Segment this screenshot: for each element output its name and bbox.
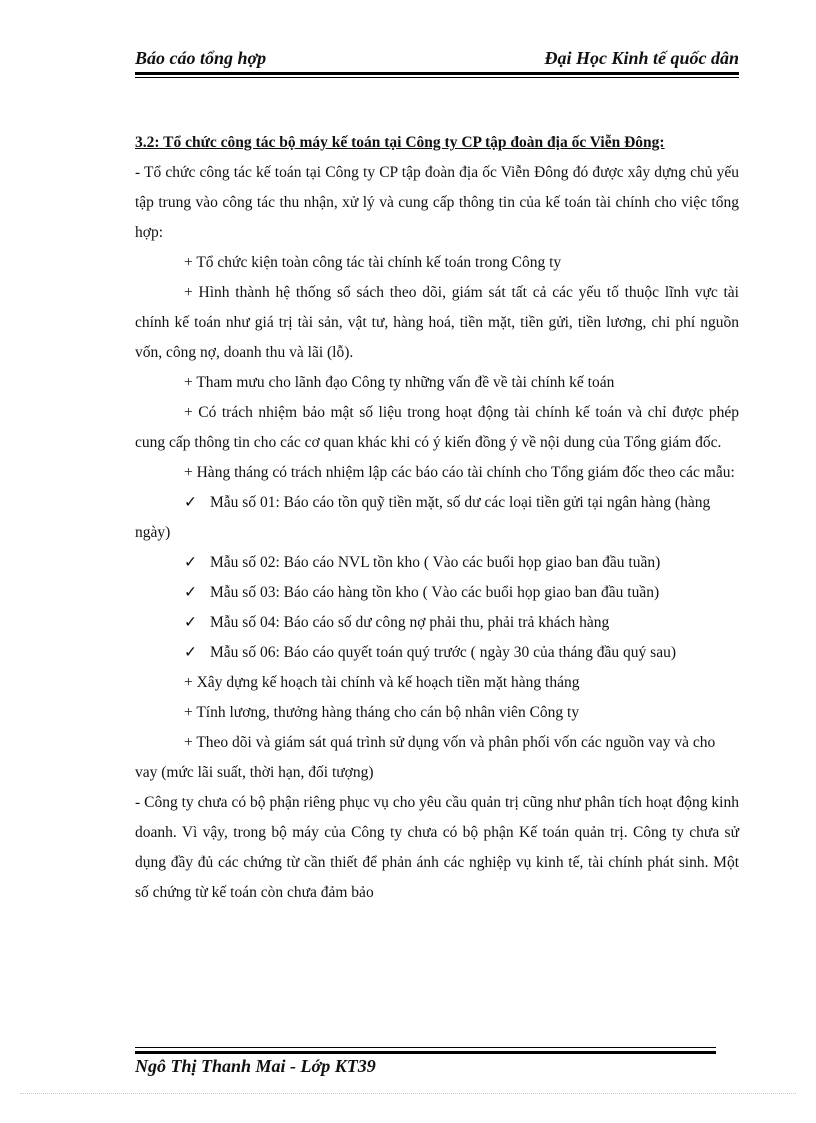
checklist-item (135, 488, 739, 548)
checklist-item (135, 608, 739, 638)
checklist-text: Mẫu số 02: Báo cáo NVL tồn kho ( Vào các buổi họp giao ban đầu tuần) (210, 554, 661, 571)
document-body (135, 128, 739, 908)
checklist-text: Mẫu số 01: Báo cáo tồn quỹ tiền mặt, số dư các loại tiền gửi tại ngân hàng (hàng ngày) (135, 494, 711, 541)
footer-rule-thick (135, 1051, 716, 1054)
checkmark-icon: ✓ (184, 494, 197, 511)
header-right: Đại Học Kinh tế quốc dân (544, 48, 739, 68)
header-rule-thick (135, 72, 739, 75)
list-item: + Tham mưu cho lãnh đạo Công ty những vấn đề về tài chính kế toán (184, 374, 615, 391)
section-title: 3.2: Tổ chức công tác bộ máy kế toán tại Công ty CP tập đoàn địa ốc Viễn Đông: (135, 134, 665, 151)
page-boundary (20, 1093, 796, 1094)
list-item: + Tính lương, thưởng hàng tháng cho cán bộ nhân viên Công ty (184, 704, 580, 721)
closing-paragraph: - Công ty chưa có bộ phận riêng phục vụ cho yêu cầu quản trị cũng như phân tích hoạt động kinh doanh. Vì vậy, trong bộ máy của Công ty chưa có bộ phận Kế toán quản trị. Công ty chưa sử dụng đầy đủ các chứng từ cần thiết để phản ánh các nghiệp vụ kinh tế, tài chính phát sinh. Một số chứng từ kế toán còn chưa đảm bảo (135, 794, 739, 901)
checkmark-icon: ✓ (184, 644, 197, 661)
list-item: + Tổ chức kiện toàn công tác tài chính kế toán trong Công ty (184, 254, 562, 271)
list-item: + Hình thành hệ thống sổ sách theo dõi, giám sát tất cả các yếu tố thuộc lĩnh vực tài chính kế toán như giá trị tài sản, vật tư, hàng hoá, tiền mặt, tiền gửi, tiền lương, chi phí nguồn vốn, công nợ, doanh thu và lãi (lỗ). (135, 284, 739, 361)
checklist-item (135, 638, 739, 668)
page-header (135, 48, 739, 74)
checkmark-icon: ✓ (184, 614, 197, 631)
list-item: + Xây dựng kế hoạch tài chính và kế hoạch tiền mặt hàng tháng (184, 674, 580, 691)
checklist-text: Mẫu số 04: Báo cáo số dư công nợ phải thu, phải trả khách hàng (210, 614, 610, 631)
checklist-text: Mẫu số 06: Báo cáo quyết toán quý trước ( ngày 30 của tháng đầu quý sau) (210, 644, 676, 661)
list-item: + Có trách nhiệm bảo mật số liệu trong hoạt động tài chính kế toán và chỉ được phép cung cấp thông tin cho các cơ quan khác khi có ý kiến đồng ý về nội dung của Tổng giám đốc. (135, 404, 739, 451)
list-item: + Hàng tháng có trách nhiệm lập các báo cáo tài chính cho Tổng giám đốc theo các mẫu: (184, 464, 735, 481)
checkmark-icon: ✓ (184, 584, 197, 601)
checkmark-icon: ✓ (184, 554, 197, 571)
header-rule-thin (135, 77, 739, 78)
page-footer: Ngô Thị Thanh Mai - Lớp KT39 (135, 1056, 376, 1076)
list-item: + Theo dõi và giám sát quá trình sử dụng vốn và phân phối vốn các nguồn vay và cho vay (mức lãi suất, thời hạn, đối tượng) (135, 734, 716, 781)
footer-rule-thin (135, 1047, 716, 1048)
checklist-item (135, 548, 739, 578)
checklist-item (135, 578, 739, 608)
intro-paragraph: - Tổ chức công tác kế toán tại Công ty CP tập đoàn địa ốc Viễn Đông đó được xây dựng chủ yếu tập trung vào công tác thu nhận, xử lý và cung cấp thông tin của kế toán tài chính cho việc tổng hợp: (135, 164, 739, 241)
checklist-text: Mẫu số 03: Báo cáo hàng tồn kho ( Vào các buổi họp giao ban đầu tuần) (210, 584, 660, 601)
header-left: Báo cáo tổng hợp (135, 48, 267, 68)
